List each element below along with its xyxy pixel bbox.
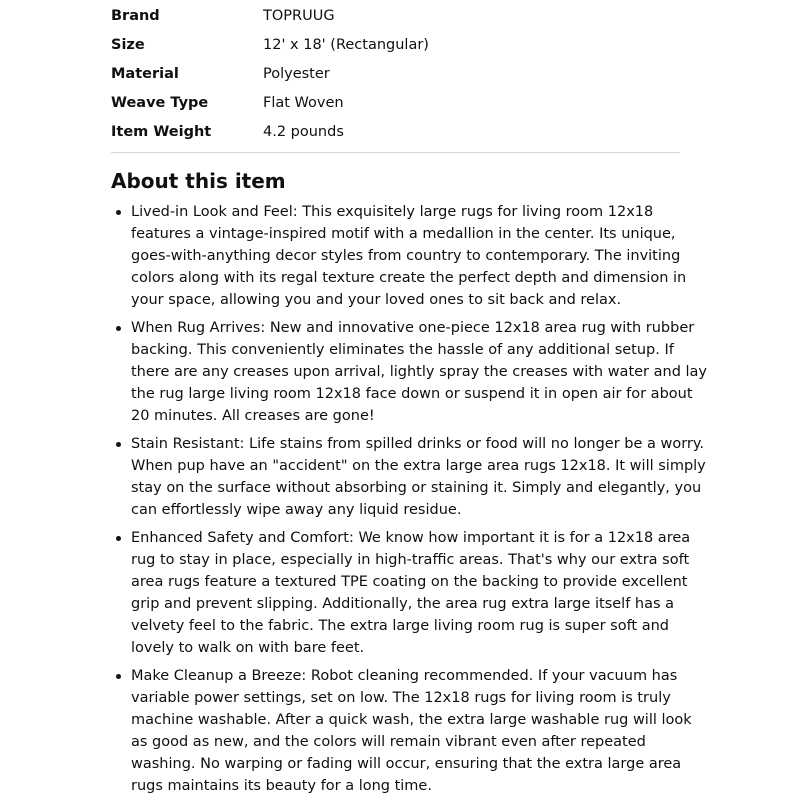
about-this-item-heading: About this item — [111, 169, 286, 193]
spec-value: 12' x 18' (Rectangular) — [263, 37, 429, 53]
spec-value: TOPRUUG — [263, 8, 335, 24]
spec-row-brand — [111, 2, 681, 31]
spec-value: Flat Woven — [263, 95, 344, 111]
feature-bullet: Enhanced Safety and Comfort: We know how important it is for a 12x18 area rug to stay in place, especially in high-traffic areas. That's why our extra soft area rugs feature a textured TPE coating on the backing to provide excellent grip and prevent slipping. Additionally, the area rug extra large itself has a velvety feel to the fabric. The extra large living room rug is super soft and lovely to walk on with bare feet. — [131, 527, 711, 659]
spec-row-weave-type — [111, 89, 681, 118]
feature-bullet: Stain Resistant: Life stains from spilled drinks or food will no longer be a worry. When pup have an "accident" on the extra large area rugs 12x18. It will simply stay on the surface without absorbing or staining it. Simply and elegantly, you can effortlessly wipe away any liquid residue. — [131, 433, 711, 521]
feature-bullet: Make Cleanup a Breeze: Robot cleaning recommended. If your vacuum has variable power settings, set on low. The 12x18 rugs for living room is truly machine washable. After a quick wash, the extra large washable rug will look as good as new, and the colors will remain vibrant even after repeated washing. No warping or fading will occur, ensuring that the extra large area rugs maintains its beauty for a long time. — [131, 665, 711, 797]
spec-label: Size — [111, 37, 145, 53]
feature-bullet-list — [111, 201, 711, 800]
spec-value: 4.2 pounds — [263, 124, 344, 140]
spec-row-size — [111, 31, 681, 60]
spec-value: Polyester — [263, 66, 330, 82]
spec-label: Item Weight — [111, 124, 212, 140]
feature-bullet: When Rug Arrives: New and innovative one-piece 12x18 area rug with rubber backing. This conveniently eliminates the hassle of any additional setup. If there are any creases upon arrival, lightly spray the creases with water and lay the rug large living room 12x18 face down or suspend it in open air for about 20 minutes. All creases are gone! — [131, 317, 711, 427]
feature-bullet: Lived-in Look and Feel: This exquisitely large rugs for living room 12x18 features a vintage-inspired motif with a medallion in the center. Its unique, goes-with-anything decor styles from country to contemporary. The inviting colors along with its regal texture create the perfect depth and dimension in your space, allowing you and your loved ones to sit back and relax. — [131, 201, 711, 311]
spec-label: Weave Type — [111, 95, 209, 111]
section-divider — [111, 152, 680, 153]
spec-label: Brand — [111, 8, 160, 24]
product-specs-table — [111, 2, 681, 147]
spec-row-item-weight — [111, 118, 681, 147]
spec-label: Material — [111, 66, 179, 82]
spec-row-material — [111, 60, 681, 89]
